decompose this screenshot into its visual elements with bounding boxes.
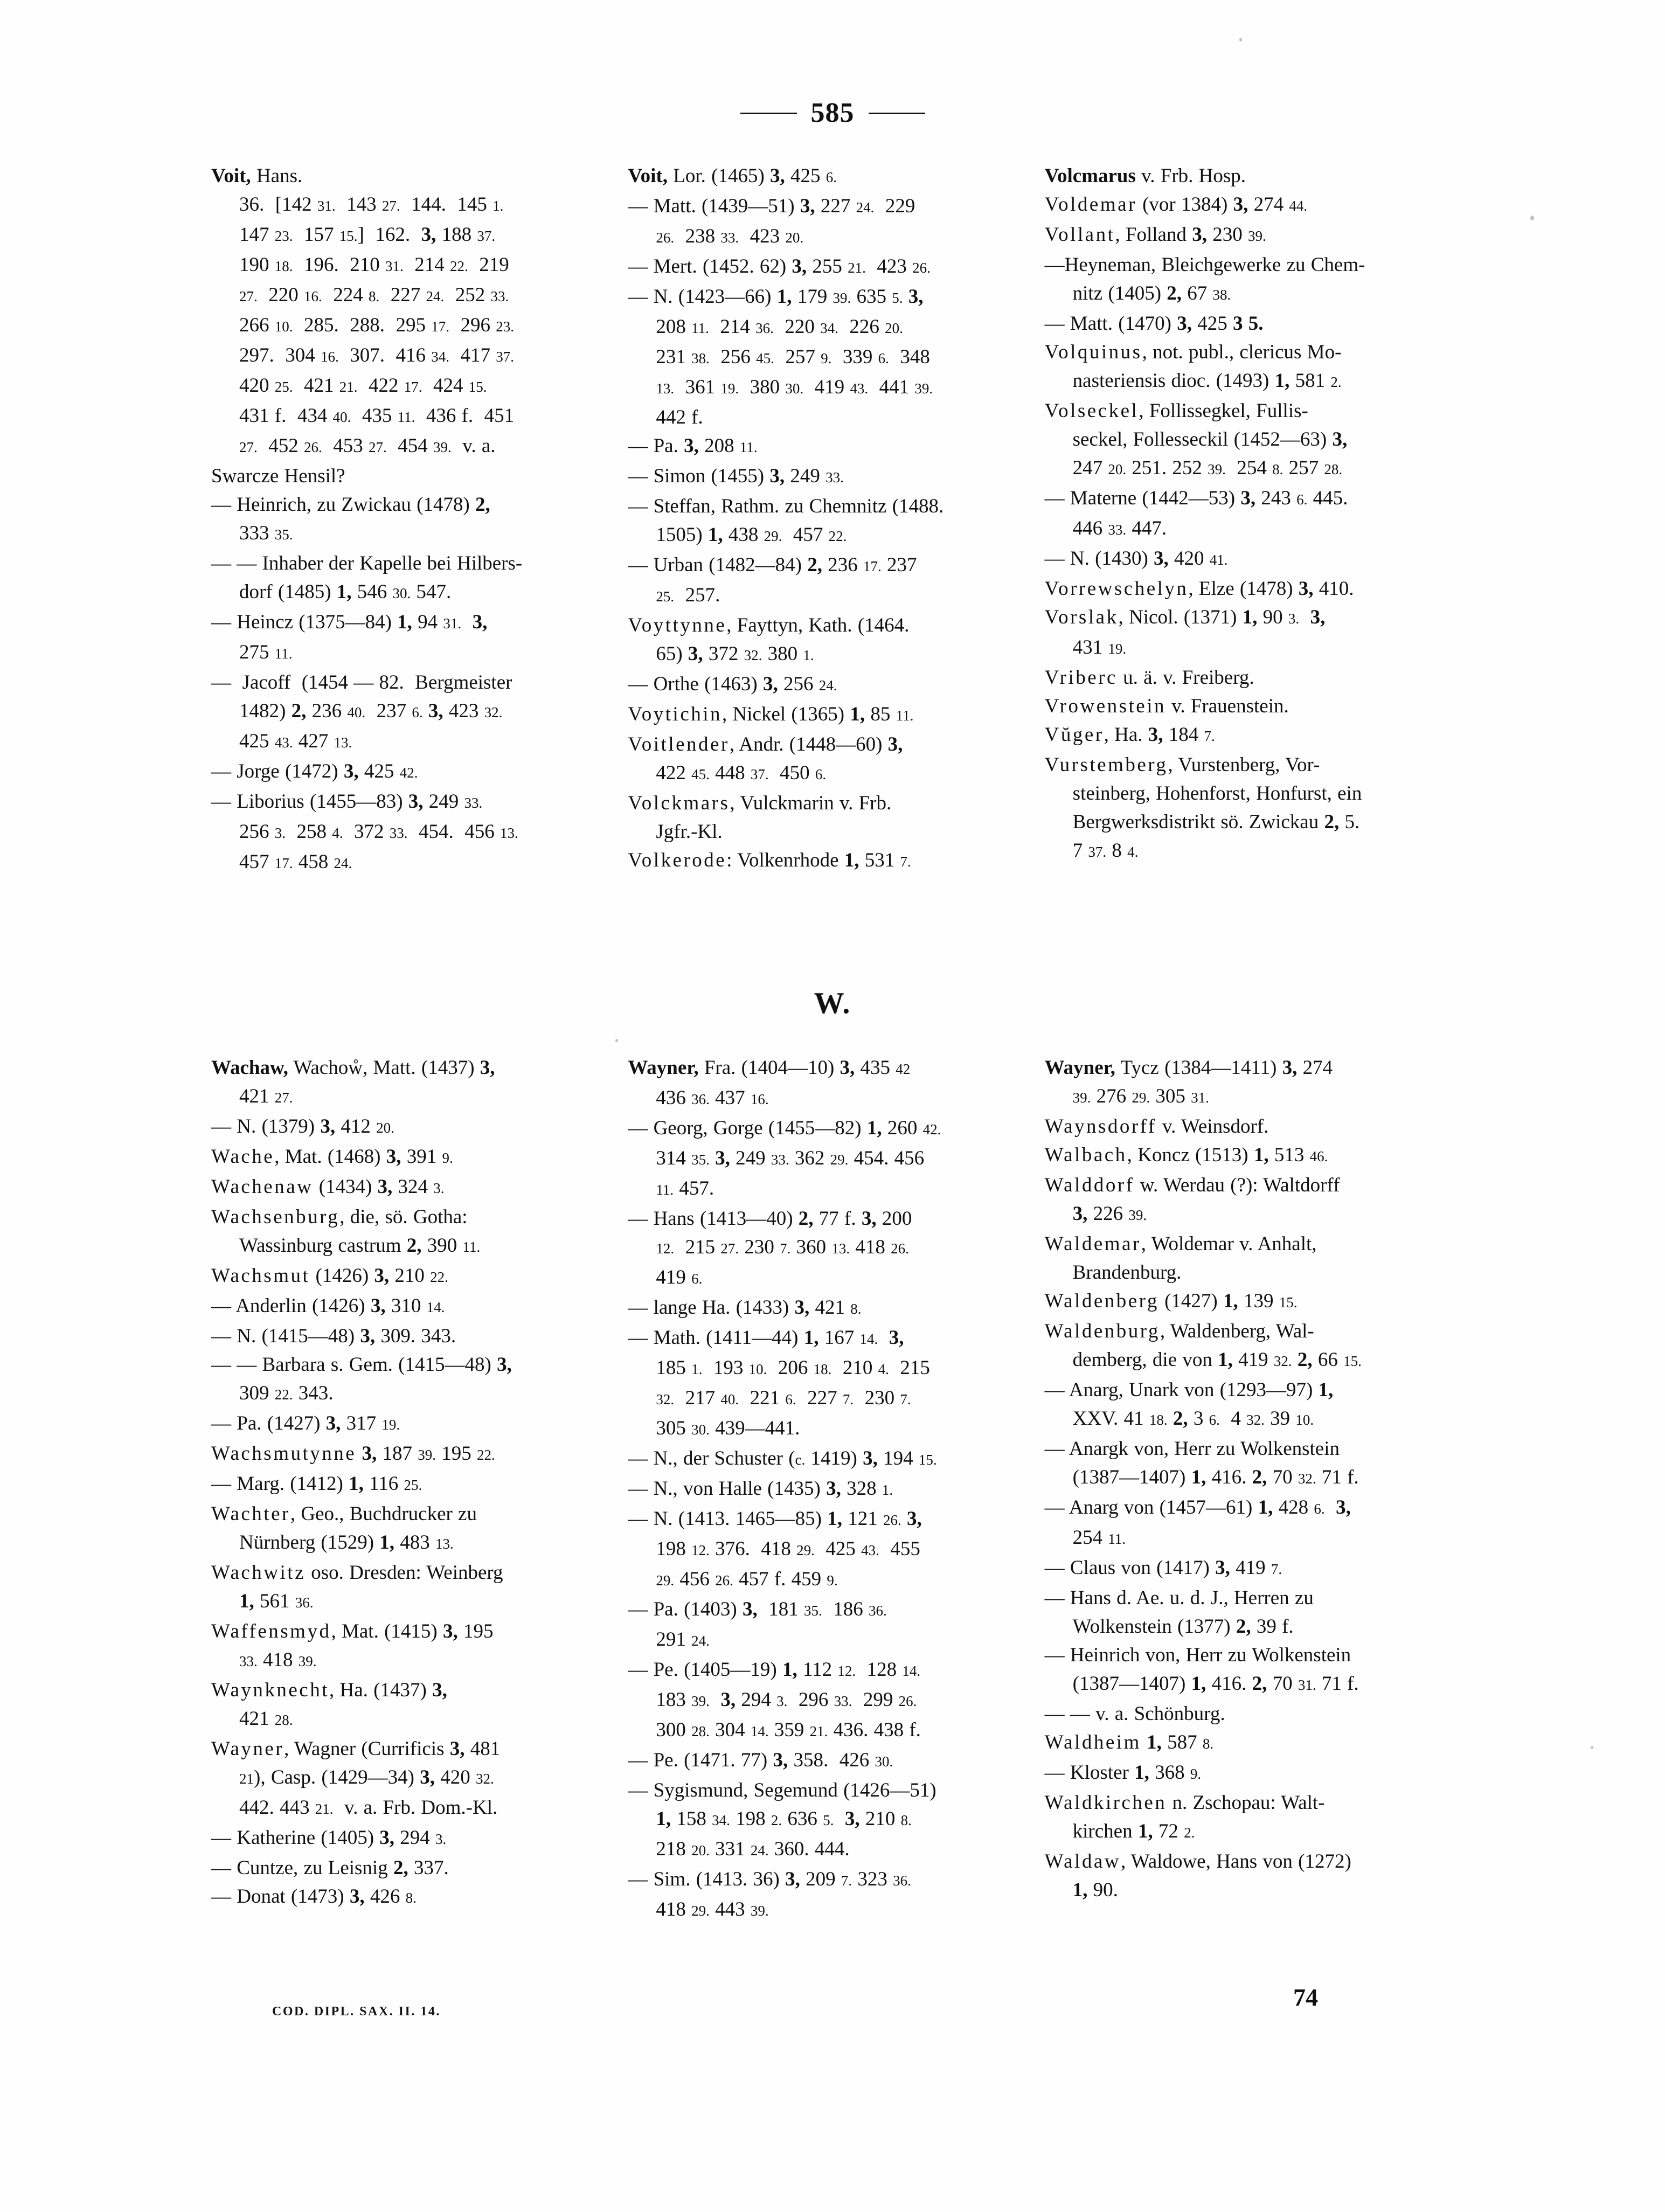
index-entry-line: — Liborius (1455—83) 3, 249 33.	[211, 791, 483, 813]
index-entry-line: 1, 158 34. 198 2. 636 5. 3, 210 8.	[656, 1808, 912, 1830]
index-entry-line: 12. 215 27. 230 7. 360 13. 418 26.	[656, 1236, 909, 1258]
index-entry-line: 218 20. 331 24. 360. 444.	[656, 1838, 850, 1860]
index-entry-line: — Heinrich von, Herr zu Wolkenstein	[1044, 1644, 1351, 1666]
index-entry-line: — Cuntze, zu Leisnig 2, 337.	[211, 1857, 449, 1879]
index-entry-line: 3, 226 39.	[1072, 1203, 1147, 1225]
index-entry-line: Waldaw, Waldowe, Hans von (1272)	[1044, 1850, 1351, 1873]
index-entry-line: — Donat (1473) 3, 426 8.	[211, 1885, 417, 1908]
index-entry-line: 25. 257.	[656, 584, 720, 606]
index-entry-line: 7 37. 8 4.	[1072, 840, 1139, 862]
index-entry-line: 36. [142 31. 143 27. 144. 145 1.	[239, 193, 504, 216]
index-entry-line: — N. (1379) 3, 412 20.	[211, 1115, 394, 1138]
index-entry-line: dorf (1485) 1, 546 30. 547.	[239, 581, 452, 603]
index-entry-line: 275 11.	[239, 641, 293, 663]
index-entry-line: — N., der Schuster (c. 1419) 3, 194 15.	[628, 1447, 937, 1469]
index-entry-line: 291 24.	[656, 1628, 710, 1651]
index-entry-line: — — Inhaber der Kapelle bei Hilbers-	[211, 552, 523, 574]
index-entry-line: — Mert. (1452. 62) 3, 255 21. 423 26.	[628, 255, 931, 278]
index-entry-line: 33. 418 39.	[239, 1649, 317, 1671]
index-entry-line: — N. (1413. 1465—85) 1, 121 26. 3,	[628, 1508, 922, 1530]
scan-speck	[1239, 38, 1242, 41]
index-entry-line: 254 11.	[1072, 1527, 1126, 1549]
column-3-lower	[1045, 1053, 1461, 1925]
index-entry-line: Wache, Mat. (1468) 3, 391 9.	[211, 1146, 453, 1168]
index-entry-line: Voytichin, Nickel (1365) 1, 85 11.	[628, 703, 914, 725]
index-entry-line: 1, 561 36.	[239, 1590, 314, 1612]
index-entry-line: Wayner, Tycz (1384—1411) 3, 274	[1044, 1057, 1333, 1079]
index-entry-line: 442 f.	[656, 406, 703, 428]
column-1-upper	[211, 162, 628, 878]
index-entry-line: Waynknecht, Ha. (1437) 3,	[211, 1679, 447, 1701]
index-entry-line: 446 33. 447.	[1072, 517, 1167, 539]
index-entry-line: Vriberc u. ä. v. Freiberg.	[1044, 667, 1254, 689]
index-entry-line: Wayner, Fra. (1404—10) 3, 435 42	[628, 1057, 911, 1079]
running-head	[0, 97, 1665, 129]
index-entry-line: 457 17. 458 24.	[239, 851, 352, 873]
scan-speck	[615, 1039, 618, 1042]
index-entry-line: 418 29. 443 39.	[656, 1898, 769, 1920]
sheet-number: 74	[1293, 1984, 1318, 2011]
index-entry-line: — Sygismund, Segemund (1426—51)	[628, 1779, 936, 1801]
index-entry-line: 231 38. 256 45. 257 9. 339 6. 348	[656, 346, 930, 368]
index-entry-line: — N. (1430) 3, 420 41.	[1044, 547, 1228, 570]
index-entry-line: — Pa. 3, 208 11.	[628, 435, 758, 457]
index-entry-line: 309 22. 343.	[239, 1382, 334, 1404]
index-entry-line: Waldkirchen n. Zschopau: Walt-	[1044, 1792, 1325, 1814]
column-2-upper	[628, 162, 1044, 878]
index-entry-line: — Matt. (1439—51) 3, 227 24. 229	[628, 195, 915, 217]
index-entry-line: 13. 361 19. 380 30. 419 43. 441 39.	[656, 376, 933, 398]
index-entry-line: 26. 238 33. 423 20.	[656, 225, 804, 247]
index-entry-line: — Katherine (1405) 3, 294 3.	[211, 1827, 447, 1849]
index-entry-line: — Anderlin (1426) 3, 310 14.	[211, 1295, 445, 1317]
index-entry-line: seckel, Follesseckil (1452—63) 3,	[1072, 428, 1348, 450]
index-entry-line: Wayner, Wagner (Currificis 3, 481	[211, 1738, 501, 1760]
index-entry-line: — Anargk von, Herr zu Wolkenstein	[1044, 1438, 1340, 1460]
index-entry-line: — Orthe (1463) 3, 256 24.	[628, 673, 837, 695]
index-entry-line: Volseckel, Follissegkel, Fullis-	[1044, 400, 1308, 422]
index-entry-line: 39. 276 29. 305 31.	[1072, 1085, 1209, 1107]
index-entry-line: — Simon (1455) 3, 249 33.	[628, 465, 844, 487]
index-entry-line: Voitlender, Andr. (1448—60) 3,	[628, 733, 903, 755]
index-entry-line: 1505) 1, 438 29. 457 22.	[656, 524, 847, 546]
index-entry-line: — Math. (1411—44) 1, 167 14. 3,	[628, 1327, 904, 1349]
index-entry-line: 425 43. 427 13.	[239, 730, 352, 752]
index-entry-line: 300 28. 304 14. 359 21. 436. 438 f.	[656, 1719, 921, 1741]
index-entry-line: — Jacoff (1454 — 82. Bergmeister	[211, 671, 512, 694]
index-entry-line: Wachsmut (1426) 3, 210 22.	[211, 1265, 448, 1287]
index-entry-line: 431 f. 434 40. 435 11. 436 f. 451	[239, 405, 515, 427]
index-entry-line: Volquinus, not. publ., clericus Mo-	[1044, 341, 1342, 363]
index-entry-line: — Heincz (1375—84) 1, 94 31. 3,	[211, 611, 488, 633]
rule-right-icon	[869, 113, 925, 114]
index-entry-line: 247 20. 251. 252 39. 254 8. 257 28.	[1072, 457, 1343, 479]
index-entry-line: — Pa. (1403) 3, 181 35. 186 36.	[628, 1598, 887, 1620]
index-entry-line: — Urban (1482—84) 2, 236 17. 237	[628, 554, 917, 576]
index-entry-line: — — v. a. Schönburg.	[1044, 1703, 1225, 1725]
index-entry-line: 29. 456 26. 457 f. 459 9.	[656, 1568, 838, 1590]
index-entry-line: (1387—1407) 1, 416. 2, 70 32. 71 f.	[1072, 1466, 1359, 1488]
index-entry-line: 11. 457.	[656, 1177, 714, 1199]
index-entry-line: Wassinburg castrum 2, 390 11.	[239, 1235, 481, 1257]
index-entry-line: 256 3. 258 4. 372 33. 454. 456 13.	[239, 821, 518, 843]
index-entry-line: — Steffan, Rathm. zu Chemnitz (1488.	[628, 495, 944, 517]
index-entry-line: 65) 3, 372 32. 380 1.	[656, 643, 814, 665]
index-entry-line: 1, 90.	[1072, 1879, 1118, 1901]
index-entry-line: 442. 443 21. v. a. Frb. Dom.-Kl.	[239, 1797, 498, 1819]
index-entry-line: steinberg, Hohenforst, Honfurst, ein	[1072, 782, 1362, 805]
index-entry-line: 183 39. 3, 294 3. 296 33. 299 26.	[656, 1689, 917, 1711]
page-number: 585	[810, 98, 855, 128]
index-entry-line: 27. 452 26. 453 27. 454 39. v. a.	[239, 435, 496, 457]
index-entry-line: Voldemar (vor 1384) 3, 274 44.	[1044, 193, 1308, 216]
index-entry-line: Waldenberg (1427) 1, 139 15.	[1044, 1290, 1298, 1312]
upper-columns	[211, 162, 1461, 878]
index-entry-line: 333 35.	[239, 522, 293, 544]
index-entry-line: 421 28.	[239, 1708, 293, 1730]
index-entry-line: — N. (1415—48) 3, 309. 343.	[211, 1325, 456, 1347]
index-entry-line: — Georg, Gorge (1455—82) 1, 260 42.	[628, 1117, 941, 1139]
index-entry-line: nasteriensis dioc. (1493) 1, 581 2.	[1072, 370, 1342, 392]
index-entry-line: 1482) 2, 236 40. 237 6. 3, 423 32.	[239, 700, 503, 722]
index-entry-line: 21), Casp. (1429—34) 3, 420 32.	[239, 1766, 494, 1788]
index-entry-line: 27. 220 16. 224 8. 227 24. 252 33.	[239, 284, 509, 306]
index-entry-line: Bergwerksdistrikt sö. Zwickau 2, 5.	[1072, 811, 1360, 833]
index-entry-line: Vurstemberg, Vurstenberg, Vor-	[1044, 754, 1320, 776]
index-entry-line: 420 25. 421 21. 422 17. 424 15.	[239, 375, 487, 397]
index-entry-line: — Pe. (1471. 77) 3, 358. 426 30.	[628, 1749, 893, 1771]
index-entry-line: Vorslak, Nicol. (1371) 1, 90 3. 3,	[1044, 606, 1326, 628]
index-entry-line: Wachsenburg, die, sö. Gotha:	[211, 1206, 468, 1228]
index-entry-line: nitz (1405) 2, 67 38.	[1072, 282, 1231, 304]
index-entry-line: Waldheim 1, 587 8.	[1044, 1731, 1214, 1753]
index-entry-line: Nürnberg (1529) 1, 483 13.	[239, 1531, 454, 1554]
index-entry-line: — Matt. (1470) 3, 425 3 5.	[1044, 313, 1264, 335]
index-entry-line: Brandenburg.	[1072, 1261, 1182, 1284]
index-entry-line: Walbach, Koncz (1513) 1, 513 46.	[1044, 1144, 1328, 1166]
index-entry-line: 266 10. 285. 288. 295 17. 296 23.	[239, 314, 514, 336]
index-entry-line: 305 30. 439—441.	[656, 1417, 800, 1439]
index-entry-line: Volkerode: Volkenrhode 1, 531 7.	[628, 849, 911, 871]
index-entry-line: Wachter, Geo., Buchdrucker zu	[211, 1503, 477, 1525]
index-entry-line: — N., von Halle (1435) 3, 328 1.	[628, 1478, 893, 1500]
column-2-lower	[628, 1053, 1044, 1925]
index-entry-line: Jgfr.-Kl.	[656, 821, 723, 843]
index-entry-line: (1387—1407) 1, 416. 2, 70 31. 71 f.	[1072, 1673, 1359, 1695]
index-entry-line: Voit, Hans.	[211, 165, 303, 187]
index-entry-line: Vŭger, Ha. 3, 184 7.	[1044, 724, 1215, 746]
index-entry-line: 431 19.	[1072, 636, 1127, 658]
section-letter-heading: W.	[814, 987, 851, 1020]
index-entry-line: Wachsmutynne 3, 187 39. 195 22.	[211, 1443, 495, 1465]
index-entry-line: Vollant, Folland 3, 230 39.	[1044, 224, 1266, 246]
index-entry-line: —Heyneman, Bleichgewerke zu Chem-	[1044, 254, 1365, 276]
index-entry-line: Waldenburg, Waldenberg, Wal-	[1044, 1320, 1314, 1342]
index-entry-line: 422 45. 448 37. 450 6.	[656, 762, 827, 784]
index-entry-line: — Anarg, Unark von (1293—97) 1,	[1044, 1379, 1334, 1401]
index-entry-line: — Jorge (1472) 3, 425 42.	[211, 760, 418, 782]
index-entry-line: — Heinrich, zu Zwickau (1478) 2,	[211, 494, 490, 516]
index-entry-line: — Kloster 1, 368 9.	[1044, 1762, 1202, 1784]
index-entry-line: Volcmarus v. Frb. Hosp.	[1044, 165, 1246, 187]
index-entry-line: Voit, Lor. (1465) 3, 425 6.	[628, 165, 837, 187]
index-entry-line: — Hans d. Ae. u. d. J., Herren zu	[1044, 1587, 1314, 1609]
index-entry-line: 421 27.	[239, 1085, 293, 1107]
sheet-signature: COD. DIPL. SAX. II. 14.	[272, 2005, 441, 2019]
index-entry-line: 185 1. 193 10. 206 18. 210 4. 215	[656, 1357, 930, 1379]
index-entry-line: 198 12. 376. 418 29. 425 43. 455	[656, 1538, 920, 1560]
index-entry-line: Waldemar, Woldemar v. Anhalt,	[1044, 1233, 1317, 1255]
index-entry-line: — — Barbara s. Gem. (1415—48) 3,	[211, 1354, 512, 1376]
scan-speck	[1530, 216, 1534, 220]
index-entry-line: kirchen 1, 72 2.	[1072, 1820, 1195, 1842]
column-1-lower	[211, 1053, 628, 1925]
index-entry-line: 147 23. 157 15.] 162. 3, 188 37.	[239, 224, 496, 246]
index-entry-line: demberg, die von 1, 419 32. 2, 66 15.	[1072, 1349, 1362, 1371]
index-entry-line: Swarcze Hensil?	[211, 465, 345, 487]
index-entry-line: — Sim. (1413. 36) 3, 209 7. 323 36.	[628, 1868, 911, 1890]
index-entry-line: — lange Ha. (1433) 3, 421 8.	[628, 1296, 862, 1319]
index-entry-line: XXV. 41 18. 2, 3 6. 4 32. 39 10.	[1072, 1407, 1314, 1430]
index-entry-line: Waffensmyd, Mat. (1415) 3, 195	[211, 1620, 494, 1642]
index-entry-line: 419 6.	[656, 1266, 703, 1288]
index-entry-line: — Hans (1413—40) 2, 77 f. 3, 200	[628, 1208, 912, 1230]
index-entry-line: Wachwitz oso. Dresden: Weinberg	[211, 1562, 503, 1584]
index-entry-line: Vorrewschelyn, Elze (1478) 3, 410.	[1044, 578, 1354, 600]
index-entry-line: Volckmars, Vulckmarin v. Frb.	[628, 792, 892, 814]
index-entry-line: — Anarg von (1457—61) 1, 428 6. 3,	[1044, 1496, 1351, 1518]
index-entry-line: Walddorf w. Werdau (?): Waltdorff	[1044, 1174, 1340, 1196]
lower-columns	[211, 1053, 1461, 1925]
index-entry-line: 314 35. 3, 249 33. 362 29. 454. 456	[656, 1147, 925, 1169]
index-entry-line: Wachenaw (1434) 3, 324 3.	[211, 1176, 445, 1198]
index-entry-line: — Marg. (1412) 1, 116 25.	[211, 1473, 422, 1495]
index-entry-line: — Pa. (1427) 3, 317 19.	[211, 1412, 400, 1434]
index-entry-line: Wachaw, Wachoẘ, Matt. (1437) 3,	[211, 1057, 495, 1079]
index-entry-line: — Claus von (1417) 3, 419 7.	[1044, 1557, 1282, 1579]
scan-speck	[1591, 1746, 1593, 1749]
index-entry-line: 208 11. 214 36. 220 34. 226 20.	[656, 316, 903, 338]
index-entry-line: 297. 304 16. 307. 416 34. 417 37.	[239, 344, 514, 366]
index-entry-line: — Materne (1442—53) 3, 243 6. 445.	[1044, 487, 1348, 509]
index-entry-line: 190 18. 196. 210 31. 214 22. 219	[239, 254, 509, 276]
rule-left-icon	[740, 113, 797, 114]
index-entry-line: Voyttynne, Fayttyn, Kath. (1464.	[628, 614, 910, 636]
index-entry-line: Wolkenstein (1377) 2, 39 f.	[1072, 1615, 1294, 1638]
index-entry-line: Vrowenstein v. Frauenstein.	[1044, 695, 1289, 717]
index-entry-line: 436 36. 437 16.	[656, 1087, 769, 1109]
column-3-upper	[1045, 162, 1461, 878]
index-entry-line: Waynsdorff v. Weinsdorf.	[1044, 1115, 1269, 1138]
index-entry-line: — N. (1423—66) 1, 179 39. 635 5. 3,	[628, 286, 924, 308]
index-entry-line: 32. 217 40. 221 6. 227 7. 230 7.	[656, 1387, 911, 1409]
index-entry-line: — Pe. (1405—19) 1, 112 12. 128 14.	[628, 1659, 921, 1681]
